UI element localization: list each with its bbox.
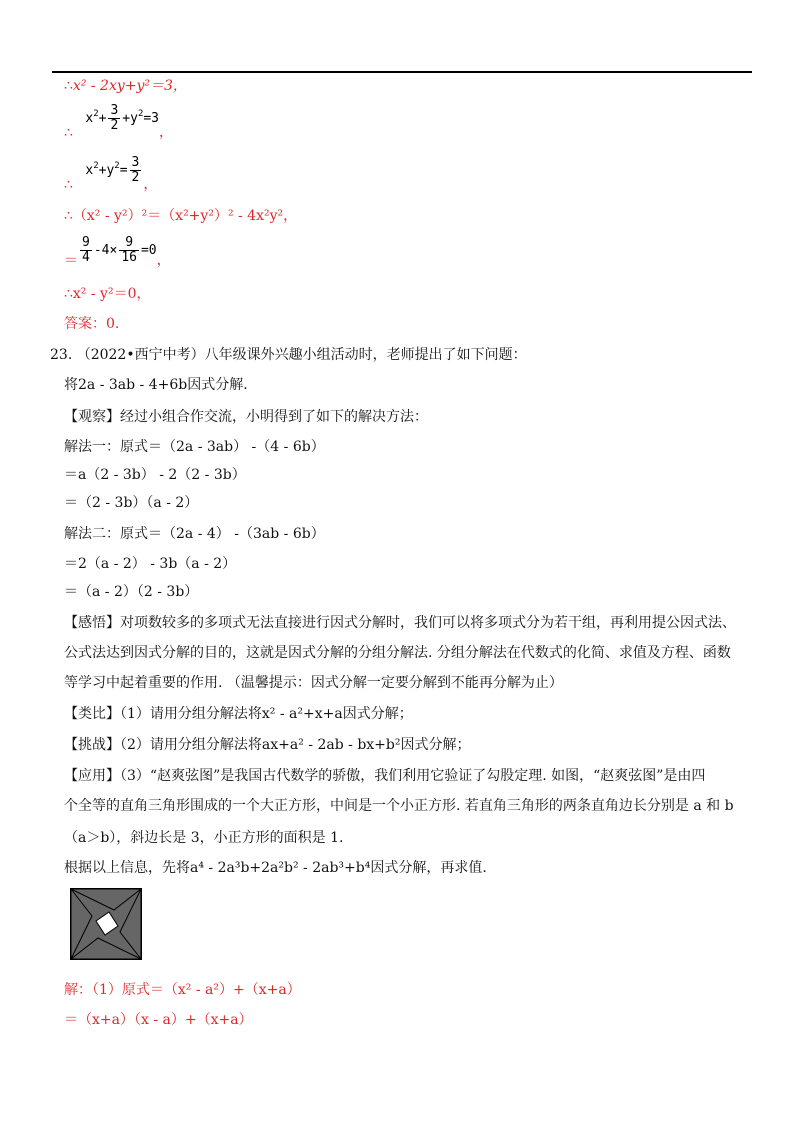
method2-line-3: ＝（a - 2）（2 - 3b） [64, 584, 199, 600]
question-task: 将2a - 3ab - 4+6b因式分解. [64, 377, 248, 393]
method2-line-1: 解法二：原式＝（2a - 4） -（3ab - 6b） [64, 526, 325, 542]
question-header: 23. （2022•西宁中考）八年级课外兴趣小组活动时，老师提出了如下问题： [50, 347, 527, 363]
insight-line-3: 等学习中起着重要的作用. （温馨提示：因式分解一定要分解到不能再分解为止） [64, 675, 563, 691]
method1-line-3: ＝（2 - 3b）（a - 2） [64, 495, 199, 511]
application-line-1: 【应用】（3）“赵爽弦图”是我国古代数学的骄傲，我们利用它验证了勾股定理. 如图，“赵爽弦图”是由四 [64, 768, 706, 784]
method1-line-1: 解法一：原式＝（2a - 3ab） -（4 - 6b） [64, 439, 325, 455]
header-rule [52, 71, 752, 73]
application-line-2: 个全等的直角三角形围成的一个大正方形，中间是一个小正方形. 若直角三角形的两条直角边长分别是 a 和 b [64, 798, 734, 814]
method1-line-2: ＝a（2 - 3b） - 2（2 - 3b） [64, 467, 246, 483]
answer-line: 答案：0. [64, 316, 120, 332]
observe-line: 【观察】经过小组合作交流，小明得到了如下的解决方法： [64, 409, 428, 425]
application-line-3: （a＞b），斜边长是 3，小正方形的面积是 1. [64, 830, 344, 846]
answer-solution-line-2: ＝（x+a）（x - a）+（x+a） [64, 1012, 253, 1028]
insight-line-2: 公式法达到因式分解的目的，这就是因式分解的分组分解法. 分组分解法在代数式的化简、求值及方程、函数 [64, 645, 731, 661]
solution-line-4: ∴（x² - y²）²＝（x²+y²）² - 4x²y²， [64, 208, 298, 224]
challenge-line: 【挑战】（2）请用分组分解法将ax+a² - 2ab - bx+b²因式分解； [64, 737, 471, 753]
application-line-4: 根据以上信息，先将a⁴ - 2a³b+2a²b² - 2ab³+b⁴因式分解，再求值. [64, 860, 487, 876]
answer-solution-line-1: 解：（1）原式＝（x² - a²）+（x+a） [64, 982, 301, 998]
solution-line-1: ∴x² - 2xy+y²＝3， [64, 78, 187, 94]
analogy-line: 【类比】（1）请用分组分解法将x² - a²+x+a因式分解； [64, 706, 413, 722]
method2-line-2: ＝2（a - 2） - 3b（a - 2） [64, 556, 237, 572]
zhao-shuang-diagram [70, 888, 142, 960]
solution-line-3: ∴ $x^2+y^2=$ $\frac{3}{2}$ ， [64, 155, 158, 193]
solution-line-6: ∴x² - y²＝0， [64, 286, 151, 302]
solution-line-5: ＝ $\frac{9}{4}$ -4× $\frac{9}{16}$ =0， [64, 235, 171, 269]
solution-line-2: ∴ $x^2+$ $\frac{3}{2}$ $+y^2=3$， [64, 103, 174, 141]
insight-line-1: 【感悟】对项数较多的多项式无法直接进行因式分解时，我们可以将多项式分为若干组，再利用提公因式法、 [64, 615, 736, 631]
